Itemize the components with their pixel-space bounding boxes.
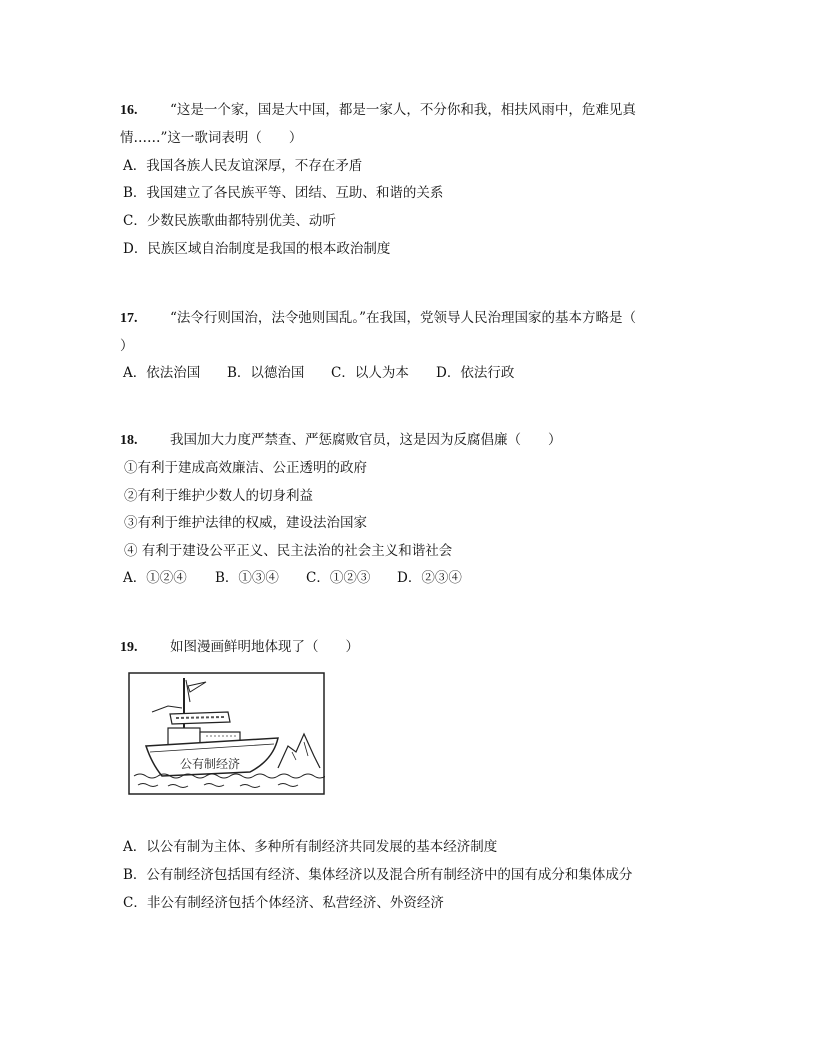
q19-stem-text: 如图漫画鲜明地体现了（ ）: [170, 639, 359, 655]
q17-options-row: [123, 364, 514, 382]
q16-stem-line2: 情……”这一歌词表明（ ）: [120, 130, 303, 146]
q17-option-a: A．依法治国: [123, 365, 201, 381]
q18-statement-1: ①有利于建成高效廉洁、公正透明的政府: [124, 460, 367, 476]
q16-number: 16.: [120, 103, 138, 118]
q18-option-c: C．①②③: [306, 570, 371, 586]
cartoon-image: [128, 672, 325, 795]
q19-option-b: B．公有制经济包括国有经济、集体经济以及混合所有制经济中的国有成分和集体成分: [123, 867, 633, 883]
q18-option-a: A．①②④: [123, 570, 187, 586]
q18-options-row: [123, 569, 462, 587]
q19-number: 19.: [120, 640, 138, 655]
q19-option-a: A．以公有制为主体、多种所有制经济共同发展的基本经济制度: [123, 839, 498, 855]
q18-number: 18.: [120, 433, 138, 448]
q16-option-b: B．我国建立了各民族平等、团结、互助、和谐的关系: [123, 185, 444, 201]
q17-stem-text: “法令行则国治，法令弛则国乱。”在我国，党领导人民治理国家的基本方略是（: [170, 310, 637, 326]
ship-hull-label: 公有制经济: [180, 757, 241, 771]
q16-option-c: C．少数民族歌曲都特别优美、动听: [123, 213, 336, 229]
q18-statement-4: ④ 有利于建设公平正义、民主法治的社会主义和谐社会: [124, 543, 453, 559]
q16-option-a: A．我国各族人民友谊深厚，不存在矛盾: [123, 158, 363, 174]
q18-option-b: B．①③④: [215, 570, 279, 586]
q17-option-c: C．以人为本: [331, 365, 409, 381]
q17-stem-line2: ）: [120, 338, 134, 354]
ship-cartoon-illustration: [128, 672, 325, 795]
q18-option-d: D．②③④: [397, 570, 462, 586]
q18-stem-text: 我国加大力度严禁查、严惩腐败官员，这是因为反腐倡廉（ ）: [170, 432, 562, 448]
q16-stem-text: “这是一个家，国是大中国，都是一家人，不分你和我，相扶风雨中，危难见真: [170, 102, 636, 118]
q17-option-b: B．以德治国: [227, 365, 305, 381]
q16-stem-line1: [120, 101, 636, 120]
q17-stem-line1: [120, 309, 636, 328]
q18-stem: [120, 431, 562, 450]
q17-option-d: D．依法行政: [436, 365, 515, 381]
q19-stem: [120, 638, 359, 657]
q17-number: 17.: [120, 311, 138, 326]
q18-statement-3: ③有利于维护法律的权威，建设法治国家: [124, 515, 367, 531]
q19-option-c: C．非公有制经济包括个体经济、私营经济、外资经济: [123, 895, 444, 911]
q18-statement-2: ②有利于维护少数人的切身利益: [124, 488, 313, 504]
q16-option-d: D．民族区域自治制度是我国的根本政治制度: [123, 241, 391, 257]
